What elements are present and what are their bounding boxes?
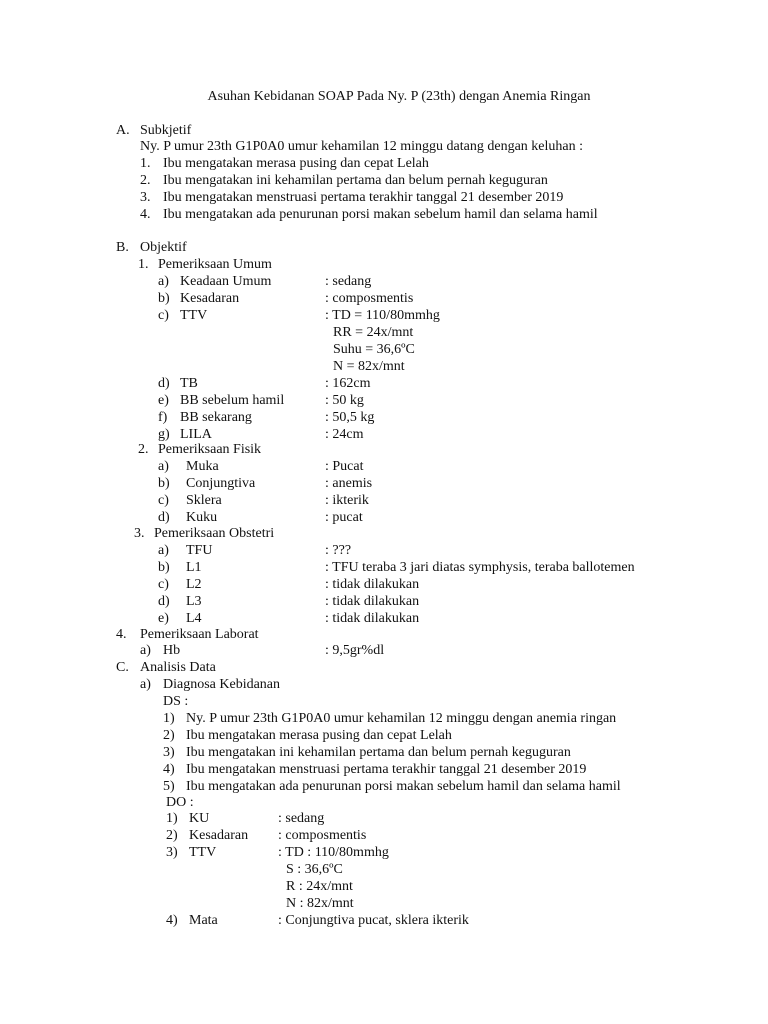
list-item: Ibu mengatakan ada penurunan porsi makan sebelum hamil dan selama hamil bbox=[163, 207, 598, 222]
obstetri-number: 3. bbox=[134, 526, 145, 541]
list-item: Ibu mengatakan menstruasi pertama terakhir tanggal 21 desember 2019 bbox=[163, 190, 564, 205]
ds-number: 4) bbox=[163, 762, 175, 777]
row-value: : 50,5 kg bbox=[325, 410, 375, 425]
section-c-marker: C. bbox=[116, 660, 129, 675]
list-number: 1. bbox=[140, 156, 151, 171]
do-ttv-value: S : 36,6ºC bbox=[286, 862, 343, 877]
list-number: 3. bbox=[140, 190, 151, 205]
row-letter: 4) bbox=[166, 913, 178, 928]
laborat-heading: Pemeriksaan Laborat bbox=[140, 627, 259, 642]
row-label: Keadaan Umum bbox=[180, 274, 272, 289]
laborat-number: 4. bbox=[116, 627, 127, 642]
row-label: Kuku bbox=[186, 510, 218, 525]
row-letter: d) bbox=[158, 510, 170, 525]
row-label: TB bbox=[180, 376, 198, 391]
ds-item: Ibu mengatakan ini kehamilan pertama dan belum pernah keguguran bbox=[186, 745, 571, 760]
row-letter: d) bbox=[158, 376, 170, 391]
row-letter: c) bbox=[158, 308, 169, 323]
fisik-heading: Pemeriksaan Fisik bbox=[158, 442, 262, 457]
row-letter: b) bbox=[158, 560, 170, 575]
do-label: DO : bbox=[166, 795, 194, 810]
row-letter: a) bbox=[140, 643, 151, 658]
row-value: : tidak dilakukan bbox=[325, 594, 420, 609]
row-letter: b) bbox=[158, 476, 170, 491]
row-value: : sedang bbox=[325, 274, 372, 289]
row-value: : 9,5gr%dl bbox=[325, 643, 385, 658]
ds-label: DS : bbox=[163, 694, 189, 709]
diagnosa-letter: a) bbox=[140, 677, 151, 692]
ds-item: Ny. P umur 23th G1P0A0 umur kehamilan 12 minggu dengan anemia ringan bbox=[186, 711, 617, 726]
ttv-value: Suhu = 36,6ºC bbox=[333, 342, 415, 357]
row-value: : anemis bbox=[325, 476, 373, 491]
ds-number: 1) bbox=[163, 711, 175, 726]
ds-number: 3) bbox=[163, 745, 175, 760]
row-value: : TFU teraba 3 jari diatas symphysis, teraba ballotemen bbox=[325, 560, 635, 575]
row-label: Kesadaran bbox=[189, 828, 249, 843]
list-item: Ibu mengatakan ini kehamilan pertama dan belum pernah keguguran bbox=[163, 173, 548, 188]
ds-item: Ibu mengatakan menstruasi pertama terakhir tanggal 21 desember 2019 bbox=[186, 762, 587, 777]
row-value: : 24cm bbox=[325, 427, 364, 442]
row-letter: c) bbox=[158, 493, 169, 508]
row-label: Hb bbox=[163, 643, 181, 658]
row-value: : pucat bbox=[325, 510, 363, 525]
diagnosa-heading: Diagnosa Kebidanan bbox=[163, 677, 281, 692]
row-value: : sedang bbox=[278, 811, 325, 826]
do-ttv-value: R : 24x/mnt bbox=[286, 879, 353, 894]
row-value: : Conjungtiva pucat, sklera ikterik bbox=[278, 913, 469, 928]
row-letter: c) bbox=[158, 577, 169, 592]
row-value: : 162cm bbox=[325, 376, 371, 391]
row-label: L2 bbox=[186, 577, 202, 592]
ds-number: 2) bbox=[163, 728, 175, 743]
row-value: : 50 kg bbox=[325, 393, 364, 408]
row-label: Conjungtiva bbox=[186, 476, 256, 491]
fisik-number: 2. bbox=[138, 442, 149, 457]
row-letter: 3) bbox=[166, 845, 178, 860]
do-ttv-value: N : 82x/mnt bbox=[286, 896, 354, 911]
row-value: : tidak dilakukan bbox=[325, 577, 420, 592]
row-label: KU bbox=[189, 811, 210, 826]
row-letter: d) bbox=[158, 594, 170, 609]
row-letter: a) bbox=[158, 459, 169, 474]
list-number: 2. bbox=[140, 173, 151, 188]
row-letter: f) bbox=[158, 410, 168, 425]
row-value: : composmentis bbox=[325, 291, 414, 306]
ttv-value: N = 82x/mnt bbox=[333, 359, 405, 374]
row-label: Kesadaran bbox=[180, 291, 240, 306]
list-number: 4. bbox=[140, 207, 151, 222]
row-letter: 2) bbox=[166, 828, 178, 843]
row-label: Sklera bbox=[186, 493, 222, 508]
section-a-heading: Subkjetif bbox=[140, 123, 192, 138]
row-letter: a) bbox=[158, 274, 169, 289]
row-label: Mata bbox=[189, 913, 218, 928]
row-label: TFU bbox=[186, 543, 213, 558]
subjektif-intro: Ny. P umur 23th G1P0A0 umur kehamilan 12 minggu datang dengan keluhan : bbox=[140, 139, 584, 154]
row-label: L1 bbox=[186, 560, 202, 575]
row-letter: e) bbox=[158, 393, 169, 408]
umum-number: 1. bbox=[138, 257, 149, 272]
ds-number: 5) bbox=[163, 779, 175, 794]
section-c-heading: Analisis Data bbox=[140, 660, 216, 675]
row-value: : TD : 110/80mmhg bbox=[278, 845, 389, 860]
section-a-marker: A. bbox=[116, 123, 130, 138]
obstetri-heading: Pemeriksaan Obstetri bbox=[154, 526, 275, 541]
list-item: Ibu mengatakan merasa pusing dan cepat Lelah bbox=[163, 156, 429, 171]
document-title: Asuhan Kebidanan SOAP Pada Ny. P (23th) dengan Anemia Ringan bbox=[207, 89, 591, 104]
row-label: BB sebelum hamil bbox=[180, 393, 285, 408]
row-label: TTV bbox=[180, 308, 208, 323]
row-value: : composmentis bbox=[278, 828, 367, 843]
row-label: LILA bbox=[180, 427, 212, 442]
row-letter: e) bbox=[158, 611, 169, 626]
row-letter: g) bbox=[158, 427, 170, 442]
row-letter: 1) bbox=[166, 811, 178, 826]
row-label: L4 bbox=[186, 611, 202, 626]
row-label: L3 bbox=[186, 594, 202, 609]
row-value: : Pucat bbox=[325, 459, 364, 474]
row-letter: b) bbox=[158, 291, 170, 306]
row-value: : ikterik bbox=[325, 493, 369, 508]
row-letter: a) bbox=[158, 543, 169, 558]
row-value: : ??? bbox=[325, 543, 352, 558]
row-value: : tidak dilakukan bbox=[325, 611, 420, 626]
row-label: Muka bbox=[186, 459, 219, 474]
ds-item: Ibu mengatakan ada penurunan porsi makan sebelum hamil dan selama hamil bbox=[186, 779, 621, 794]
ttv-value: RR = 24x/mnt bbox=[333, 325, 414, 340]
umum-heading: Pemeriksaan Umum bbox=[158, 257, 272, 272]
ds-item: Ibu mengatakan merasa pusing dan cepat Lelah bbox=[186, 728, 452, 743]
section-b-heading: Objektif bbox=[140, 240, 187, 255]
row-label: BB sekarang bbox=[180, 410, 252, 425]
row-label: TTV bbox=[189, 845, 217, 860]
row-value: : TD = 110/80mmhg bbox=[325, 308, 440, 323]
section-b-marker: B. bbox=[116, 240, 129, 255]
